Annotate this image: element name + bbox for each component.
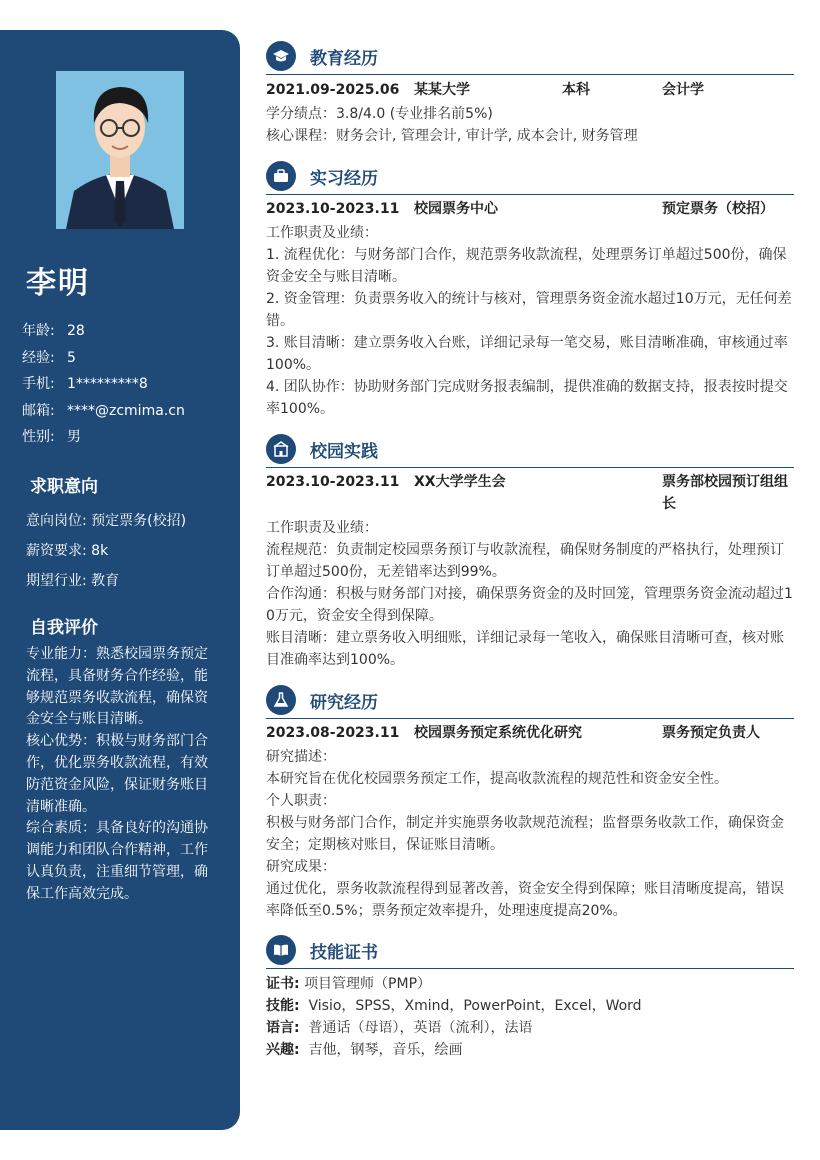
skills-header: [266, 934, 794, 969]
internship-org: 校园票务中心: [414, 201, 498, 217]
research-role: 票务预定负责人: [662, 725, 760, 741]
info-phone: 手机: 1*********8: [22, 376, 148, 392]
campus-meta: [266, 471, 794, 512]
intent-position: 意向岗位: 预定票务(校招): [26, 513, 187, 529]
intent-industry: 期望行业: 教育: [26, 573, 120, 589]
skills-title: 技能证书: [310, 943, 378, 963]
education-details: 学分绩点：3.8/4.0 (专业排名前5%) 核心课程：财务会计, 管理会计, 审计学, 成本会计, 财务管理: [266, 106, 638, 144]
flask-icon: [266, 685, 296, 715]
intent-title: 求职意向: [30, 477, 98, 497]
building-icon: [266, 434, 296, 464]
campus-date: 2023.10-2023.11: [266, 474, 400, 490]
book-icon: [266, 935, 296, 965]
skills-row-hobbies: 兴趣: 吉他，钢琴，音乐，绘画: [266, 1042, 463, 1058]
campus-org: XX大学学生会: [414, 474, 506, 490]
education-header: [266, 40, 794, 75]
intent-salary: 薪资要求: 8k: [26, 543, 109, 559]
internship-title: 实习经历: [310, 169, 378, 189]
campus-role: 票务部校园预订组组长: [662, 474, 788, 512]
research-date: 2023.08-2023.11: [266, 725, 400, 741]
candidate-name: 李明: [26, 266, 90, 301]
research-title: 研究经历: [310, 693, 378, 713]
self-eval-title: 自我评价: [30, 618, 98, 638]
info-gender: 性别: 男: [22, 429, 81, 445]
education-degree: 本科: [562, 82, 590, 98]
info-experience: 经验: 5: [22, 349, 76, 366]
self-evaluation: [26, 644, 218, 906]
internship-role: 预定票务（校招）: [662, 201, 774, 217]
education-date: 2021.09-2025.06: [266, 82, 400, 98]
internship-date: 2023.10-2023.11: [266, 201, 400, 217]
research-meta: [266, 722, 794, 744]
campus-header: [266, 433, 794, 468]
research-org: 校园票务预定系统优化研究: [414, 725, 582, 741]
campus-details: 工作职责及业绩： 流程规范：负责制定校园票务预订与收款流程，确保财务制度的严格执行，处理预订订单超过500份，无差错率达到99%。 合作沟通：积极与财务部门对接，确保票务资金的及时回笼，管理票务资金流动超过10万元，资金安全得到保障。 账目清晰：建立票务收入明细账，详细记录每一笔收入，确保账目清晰可查，核对账目准确率达到100%。: [266, 520, 793, 668]
basic-info: [22, 318, 232, 451]
internship-meta: [266, 198, 794, 220]
info-email: 邮箱: ****@zcmima.cn: [22, 402, 185, 419]
skills-list: [266, 973, 794, 1061]
skills-row-tools: 技能: Visio，SPSS，Xmind，PowerPoint，Excel，Word: [266, 998, 642, 1014]
research-header: [266, 684, 794, 719]
education-meta: [266, 79, 794, 101]
graduation-cap-icon: [266, 41, 296, 71]
education-major: 会计学: [662, 82, 704, 98]
briefcase-icon: [266, 161, 296, 191]
campus-title: 校园实践: [310, 442, 378, 462]
sidebar: [0, 30, 240, 1130]
internship-details: 工作职责及业绩： 1. 流程优化：与财务部门合作，规范票务收款流程，处理票务订单超过500份，确保资金安全与账目清晰。 2. 资金管理：负责票务收入的统计与核对，管理票务资金流水超过10万元，无任何差错。 3. 账目清晰：建立票务收入台账，详细记录每一笔交易，账目清晰准确，审核通过率100%。 4. 团队协作：协助财务部门完成财务报表编制，提供准确的数据支持，报表按时提交率100%。: [266, 225, 792, 417]
info-age: 年龄: 28: [22, 323, 85, 339]
self-eval-paragraph: 综合素质：具备良好的沟通协调能力和团队合作精神，工作认真负责，注重细节管理，确保工作高效完成。: [26, 820, 208, 902]
skills-row-language: 语言: 普通话（母语），英语（流利），法语: [266, 1020, 533, 1036]
education-title: 教育经历: [310, 49, 378, 69]
research-details: 研究描述： 本研究旨在优化校园票务预定工作，提高收款流程的规范性和资金安全性。 个人职责： 积极与财务部门合作，制定并实施票务收款规范流程；监督票务收款工作，确保资金安全；定期核对账目，保证账目清晰。 研究成果： 通过优化，票务收款流程得到显著改善，资金安全得到保障；账目清晰度提高，错误率降低至0.5%；票务预定效率提升，处理速度提高20%。: [266, 749, 784, 919]
self-eval-paragraph: 核心优势：积极与财务部门合作，优化票务收款流程，有效防范资金风险，保证财务账目清晰准确。: [26, 733, 208, 815]
self-eval-paragraph: 专业能力：熟悉校园票务预定流程，具备财务合作经验，能够规范票务收款流程，确保资金安全与账目清晰。: [26, 646, 208, 728]
education-school: 某某大学: [414, 82, 470, 98]
internship-header: [266, 160, 794, 195]
avatar: [56, 71, 184, 229]
job-intent: [26, 506, 226, 596]
skills-row-cert: 证书: 项目管理师（PMP）: [266, 976, 432, 992]
